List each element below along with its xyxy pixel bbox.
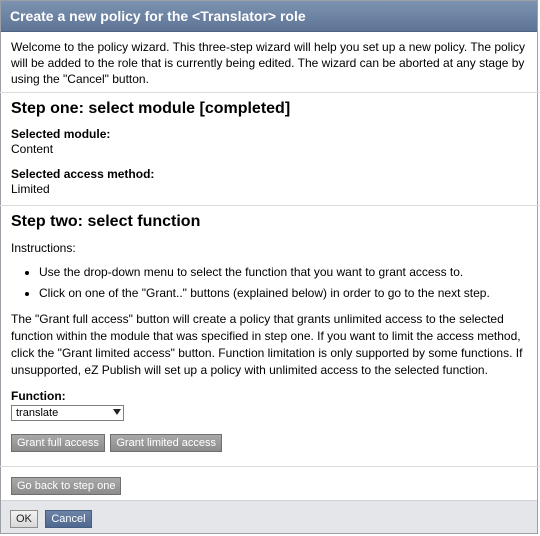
divider bbox=[0, 466, 540, 467]
step-two-heading: Step two: select function bbox=[11, 213, 201, 230]
function-selected-value: translate bbox=[16, 407, 59, 419]
function-select[interactable] bbox=[11, 405, 124, 421]
step-two-section bbox=[1, 212, 537, 452]
wizard-content bbox=[1, 39, 537, 87]
instructions-list bbox=[11, 263, 527, 303]
back-section bbox=[1, 476, 537, 495]
chevron-down-icon bbox=[113, 409, 121, 415]
cancel-button[interactable]: Cancel bbox=[45, 510, 91, 528]
grant-limited-access-button[interactable]: Grant limited access bbox=[110, 434, 222, 452]
window-title: Create a new policy for the <Translator> role bbox=[1, 1, 537, 32]
list-item: • Use the drop-down menu to select the function that you want to grant access to. bbox=[39, 263, 527, 282]
selected-access-label: Selected access method: bbox=[11, 167, 155, 181]
ok-button[interactable]: OK bbox=[10, 510, 38, 528]
grant-full-access-button[interactable]: Grant full access bbox=[11, 434, 105, 452]
step-one-section bbox=[1, 99, 537, 197]
function-label: Function: bbox=[11, 389, 66, 403]
selected-module-value: Content bbox=[11, 142, 54, 156]
grant-explanation: The "Grant full access" button will create a policy that grants unlimited access to the selected function within the module that was specified in step one. If you want to limit the access method, click the "Grant limited access" button. Function limitation is only supported by some functions. If unsupported, eZ Publish will set up a policy with unlimited access to the selected function. bbox=[11, 312, 523, 377]
grant-buttons bbox=[11, 433, 527, 452]
divider bbox=[0, 92, 540, 93]
list-item: • Click on one of the "Grant.." buttons (explained below) in order to go to the next step. bbox=[39, 284, 527, 303]
instructions-label: Instructions: bbox=[11, 241, 76, 255]
step-one-heading: Step one: select module [completed] bbox=[11, 100, 291, 117]
selected-module-label: Selected module: bbox=[11, 127, 111, 141]
intro-text: Welcome to the policy wizard. This three-step wizard will help you set up a new policy. The policy will be added to the role that is currently being edited. The wizard can be aborted at any stage by using the "Cancel" button. bbox=[11, 40, 526, 86]
selected-access-value: Limited bbox=[11, 182, 50, 196]
go-back-button[interactable]: Go back to step one bbox=[11, 477, 121, 495]
divider bbox=[0, 205, 540, 206]
dialog-footer bbox=[1, 500, 537, 533]
